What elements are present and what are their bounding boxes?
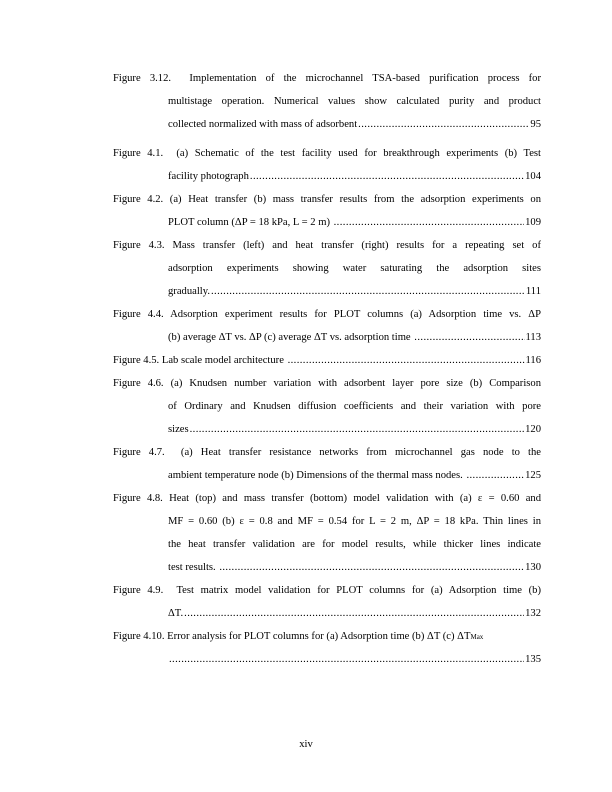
page-ref: 120 xyxy=(525,424,541,435)
dot-leader xyxy=(219,556,524,579)
page-ref: 104 xyxy=(525,171,541,182)
list-of-figures-entry xyxy=(113,142,541,188)
entry-line: Figure 4.2. (a) Heat transfer (b) mass transfer results from the adsorption experiments on xyxy=(113,194,541,205)
page-ref: 135 xyxy=(525,654,541,665)
entry-line: ΔT. ..... 132 xyxy=(113,602,541,625)
dot-leader xyxy=(211,280,525,303)
list-of-figures-entry xyxy=(113,441,541,487)
entry-line: Figure 4.1. (a) Schematic of the test facility used for breakthrough experiments (b) Test xyxy=(113,148,541,159)
subscript: Max xyxy=(470,633,484,641)
entry-line: Figure 4.8. Heat (top) and mass transfer (bottom) model validation with (a) ε = 0.60 and xyxy=(113,493,541,504)
list-of-figures-entry xyxy=(113,579,541,625)
entry-line: adsorption experiments showing water saturating the adsorption sites xyxy=(168,263,541,274)
dot-leader xyxy=(414,326,524,349)
list-of-figures-entry xyxy=(113,188,541,234)
entry-line: the heat transfer validation are for model results, while thicker lines indicate xyxy=(168,539,541,550)
entry-line: Figure 4.10. Error analysis for PLOT columns for (a) Adsorption time (b) ΔT (c) ΔT Max xyxy=(113,625,541,648)
dot-leader xyxy=(288,349,525,372)
list-of-figures-entry xyxy=(113,487,541,579)
entry-line: collected normalized with mass of adsorbent ..... 95 xyxy=(113,113,541,136)
entry-line xyxy=(113,648,541,671)
entry-line: PLOT column (ΔP = 18 kPa, L = 2 m) ..... 109 xyxy=(113,211,541,234)
entry-line: Figure 4.7. (a) Heat transfer resistance networks from microchannel gas node to the xyxy=(113,447,541,458)
list-of-figures-entry xyxy=(113,234,541,303)
entry-line: Figure 4.5. Lab scale model architecture ..... 116 xyxy=(113,349,541,372)
dot-leader xyxy=(250,165,524,188)
page-ref: 116 xyxy=(525,355,541,366)
page-ref: 111 xyxy=(525,286,541,297)
list-of-figures-entry xyxy=(113,67,541,136)
list-of-figures-entry xyxy=(113,625,541,671)
page-number: xiv xyxy=(299,739,313,750)
page-ref: 125 xyxy=(525,470,541,481)
dot-leader xyxy=(190,418,525,441)
entry-line: facility photograph ..... 104 xyxy=(113,165,541,188)
page-ref: 109 xyxy=(525,217,541,228)
entry-line: Figure 4.6. (a) Knudsen number variation with adsorbent layer pore size (b) Comparison xyxy=(113,378,541,389)
entry-line: MF = 0.60 (b) ε = 0.8 and MF = 0.54 for L = 2 m, ΔP = 18 kPa. Thin lines in xyxy=(168,516,541,527)
entry-line: Figure 4.4. Adsorption experiment results for PLOT columns (a) Adsorption time vs. ΔP xyxy=(113,309,541,320)
entry-line: of Ordinary and Knudsen diffusion coefficients and their variation with pore xyxy=(168,401,541,412)
list-of-figures-entry xyxy=(113,372,541,441)
entry-line: test results. ..... 130 xyxy=(113,556,541,579)
dot-leader xyxy=(184,602,524,625)
entry-line: (b) average ΔT vs. ΔP (c) average ΔT vs. adsorption time ..... 113 xyxy=(113,326,541,349)
page-ref: 95 xyxy=(530,119,541,130)
entry-line: sizes ..... 120 xyxy=(113,418,541,441)
dot-leader xyxy=(466,464,524,487)
dot-leader xyxy=(358,113,529,136)
page-ref: 130 xyxy=(525,562,541,573)
list-of-figures-entry xyxy=(113,349,541,372)
dot-leader xyxy=(334,211,524,234)
dot-leader xyxy=(169,648,524,671)
entry-line: Figure 3.12. Implementation of the microchannel TSA-based purification process for xyxy=(113,73,541,84)
entry-line: ambient temperature node (b) Dimensions of the thermal mass nodes. ..... 125 xyxy=(113,464,541,487)
entry-line: gradually. ..... 111 xyxy=(113,280,541,303)
list-of-figures-entry xyxy=(113,303,541,349)
entry-line: Figure 4.9. Test matrix model validation for PLOT columns for (a) Adsorption time (b) xyxy=(113,585,541,596)
page-ref: 132 xyxy=(525,608,541,619)
page-ref: 113 xyxy=(525,332,541,343)
entry-line: Figure 4.3. Mass transfer (left) and heat transfer (right) results for a repeating set of xyxy=(113,240,541,251)
entry-line: multistage operation. Numerical values show calculated purity and product xyxy=(168,96,541,107)
